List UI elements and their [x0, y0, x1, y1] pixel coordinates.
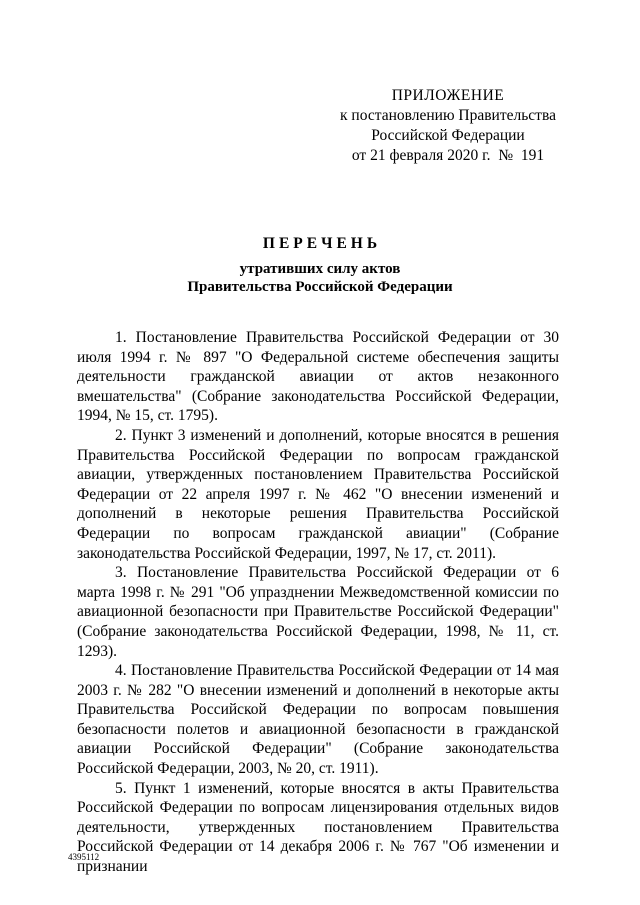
appendix-line-federation: Российской Федерации: [371, 127, 525, 144]
list-subtitle: [0, 260, 640, 296]
list-title: ПЕРЕЧЕНЬ: [262, 235, 382, 252]
list-title-block: [0, 233, 640, 296]
appendix-date: от 21 февраля 2020 г.: [351, 147, 491, 164]
paragraph-4: 4. Постановление Правительства Российской Федерации от 14 мая 2003 г. № 282 "О внесении изменений и дополнений в некоторые акты Правительства Российской Федерации по вопросам повышения безопасности полетов и авиационной безопасности в гражданской авиации Российской Федерации" (Собрание законодательства Российской Федерации, 2003, № 20, ст. 1911).: [77, 662, 559, 778]
appendix-number: № 191: [498, 147, 545, 164]
paragraph-5: 5. Пункт 1 изменений, которые вносятся в акты Правительства Российской Федерации по вопросам лицензирования отдельных видов деятельности, утвержденных постановлением Правительства Российской Федерации от 14 декабря 2006 г. № 767 "Об изменении и признании: [77, 779, 559, 876]
paragraph-1: 1. Постановление Правительства Российской Федерации от 30 июля 1994 г. № 897 "О Федеральной системе обеспечения защиты деятельности гражданской авиации от актов незаконного вмешательства" (Собрание законодательства Российской Федерации, 1994, № 15, ст. 1795).: [77, 329, 559, 425]
appendix-title: ПРИЛОЖЕНИЕ: [391, 87, 505, 104]
list-subtitle-line1: утративших силу актов: [239, 261, 401, 277]
list-subtitle-line2: Правительства Российской Федерации: [187, 279, 453, 295]
appendix-date-line: [320, 146, 576, 166]
paragraph-2: 2. Пункт 3 изменений и дополнений, которые вносятся в решения Правительства Российской Федерации по вопросам гражданской авиации, утвержденных постановлением Правительства Российской Федерации от 22 апреля 1997 г. № 462 "О внесении изменений и дополнений в некоторые решения Правительства Российской Федерации по вопросам гражданской авиации" (Собрание законодательства Российской Федерации, 1997, № 17, ст. 2011).: [77, 426, 559, 562]
paragraph-3: 3. Постановление Правительства Российской Федерации от 6 марта 1998 г. № 291 "Об упразднении Межведомственной комиссии по авиационной безопасности при Правительстве Российской Федерации" (Собрание законодательства Российской Федерации, 1998, № 11, ст. 1293).: [77, 564, 559, 660]
document-number: 4395112: [68, 852, 100, 862]
document-body: [77, 328, 559, 877]
appendix-line-resolution: к постановлению Правительства: [340, 107, 556, 124]
appendix-header: [320, 86, 576, 166]
